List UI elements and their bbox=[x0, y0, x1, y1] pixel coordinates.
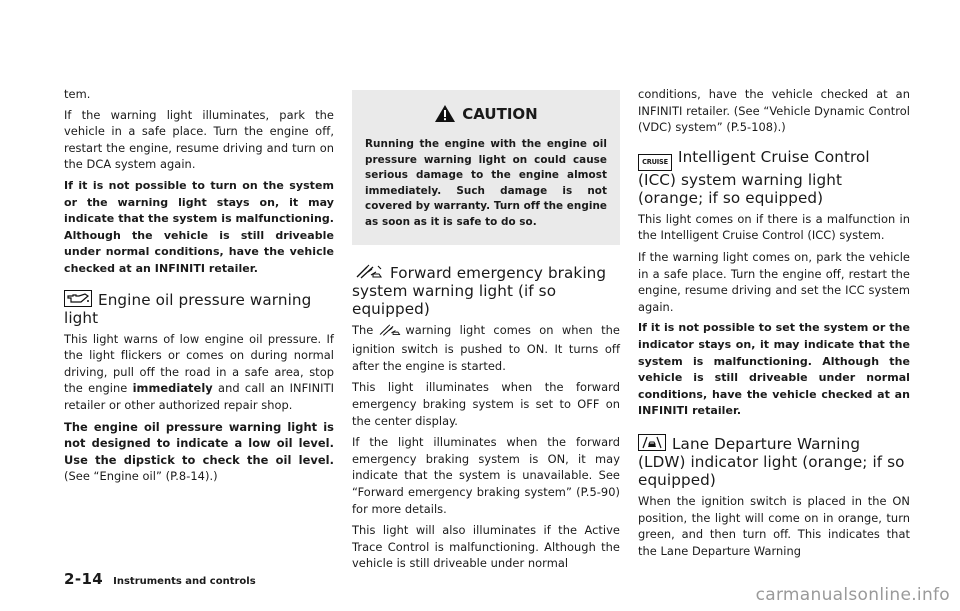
feb-heading bbox=[352, 263, 620, 318]
ldw-paragraph-1: When the ignition switch is placed in the ON position, the light will come on in orange, turn green, and then turn off. This indicates that the Lane Departure Warning bbox=[638, 493, 910, 558]
oil-p2-bold: The engine oil pressure warning light is not designed to indicate a low oil level. Use the dipstick to check the oil level. bbox=[64, 419, 334, 467]
oil-p1-bold: immediately bbox=[132, 381, 213, 396]
icc-paragraph-3: If it is not possible to set the system or the indicator stays on, it may indicate that the system is malfunctioning. Although the vehicle is still driveable under normal conditions, have the vehicle checked at an INFINITI retailer. bbox=[638, 321, 910, 418]
watermark: carmanualsonline.info bbox=[755, 585, 950, 605]
caution-box bbox=[352, 90, 620, 245]
paragraph-dca-bold: If it is not possible to turn on the system or the warning light stays on, it may indicate that the system is malfunctioning. Although the vehicle is still driveable under normal conditions, have the vehicle checked at an INFINITI retailer. bbox=[64, 178, 334, 275]
caution-title bbox=[365, 104, 607, 123]
feb-inline-icon bbox=[376, 324, 402, 342]
icc-heading-text: Intelligent Cruise Control (ICC) system warning light (orange; if so equipped) bbox=[638, 147, 870, 207]
oil-paragraph-1 bbox=[64, 331, 334, 414]
page-number: 2-14 bbox=[64, 570, 104, 588]
oil-pressure-heading-text: Engine oil pressure warning light bbox=[64, 290, 312, 327]
column-right bbox=[638, 86, 910, 564]
continued-vdc-text: conditions, have the vehicle checked at an INFINITI retailer. (See “Vehicle Dynamic Control (VDC) system” (P.5-108).) bbox=[638, 87, 910, 135]
icc-paragraph-1: This light comes on if there is a malfunction in the Intelligent Cruise Control (ICC) system. bbox=[638, 211, 910, 243]
oil-pressure-heading bbox=[64, 290, 334, 327]
forward-emergency-braking-icon bbox=[352, 263, 384, 280]
feb-paragraph-1 bbox=[352, 322, 620, 375]
oil-p2-after: (See “Engine oil” (P.8-14).) bbox=[64, 469, 218, 484]
oil-paragraph-2 bbox=[64, 419, 334, 485]
page-footer bbox=[64, 569, 256, 588]
ldw-heading bbox=[638, 434, 910, 489]
caution-text: Running the engine with the engine oil pressure warning light on could cause serious damage to the engine almost immediately. Such damage is not covered by warranty. Turn off the engine as soon as it is safe to do so. bbox=[365, 138, 607, 228]
feb-paragraph-2: This light illuminates when the forward emergency braking system is set to OFF on the center display. bbox=[352, 380, 620, 428]
feb-heading-text: Forward emergency braking system warning light (if so equipped) bbox=[352, 263, 607, 318]
continued-text: tem. bbox=[64, 87, 91, 101]
feb-p1-after: warning light comes on when the ignition switch is pushed to ON. It turns off after the engine is started. bbox=[352, 322, 620, 373]
oil-can-icon bbox=[64, 290, 92, 307]
paragraph-park: If the warning light illuminates, park the vehicle in a safe place. Turn the engine off, restart the engine, resume driving and turn on the DCA system again. bbox=[64, 107, 334, 172]
column-middle bbox=[352, 90, 620, 577]
cruise-icon: CRUISE bbox=[638, 154, 672, 171]
ldw-heading-text: Lane Departure Warning (LDW) indicator light (orange; if so equipped) bbox=[638, 434, 905, 489]
feb-paragraph-4: This light will also illuminates if the Active Trace Control is malfunctioning. Although the vehicle is still driveable under normal bbox=[352, 523, 620, 571]
feb-paragraph-3: If the light illuminates when the forward emergency braking system is ON, it may indicate that the system is unavailable. See “Forward emergency braking system” (P.5-90) for more details. bbox=[352, 435, 620, 516]
lane-departure-icon bbox=[638, 434, 666, 451]
column-left bbox=[64, 86, 334, 490]
warning-triangle-icon bbox=[434, 104, 456, 123]
oil-p1-after: and call an INFINITI retailer or other authorized repair shop. bbox=[64, 381, 334, 412]
section-title: Instruments and controls bbox=[113, 576, 256, 587]
icc-heading bbox=[638, 148, 910, 207]
feb-p1-before: The bbox=[352, 322, 374, 337]
caution-title-text: CAUTION bbox=[462, 105, 538, 123]
oil-p1-text: This light warns of low engine oil pressure. If the light flickers or comes on during normal driving, pull off the road in a safe area, stop the engine bbox=[64, 331, 334, 396]
icc-paragraph-2: If the warning light comes on, park the vehicle in a safe place. Turn the engine off, restart the engine, resume driving and set the ICC system again. bbox=[638, 249, 910, 314]
